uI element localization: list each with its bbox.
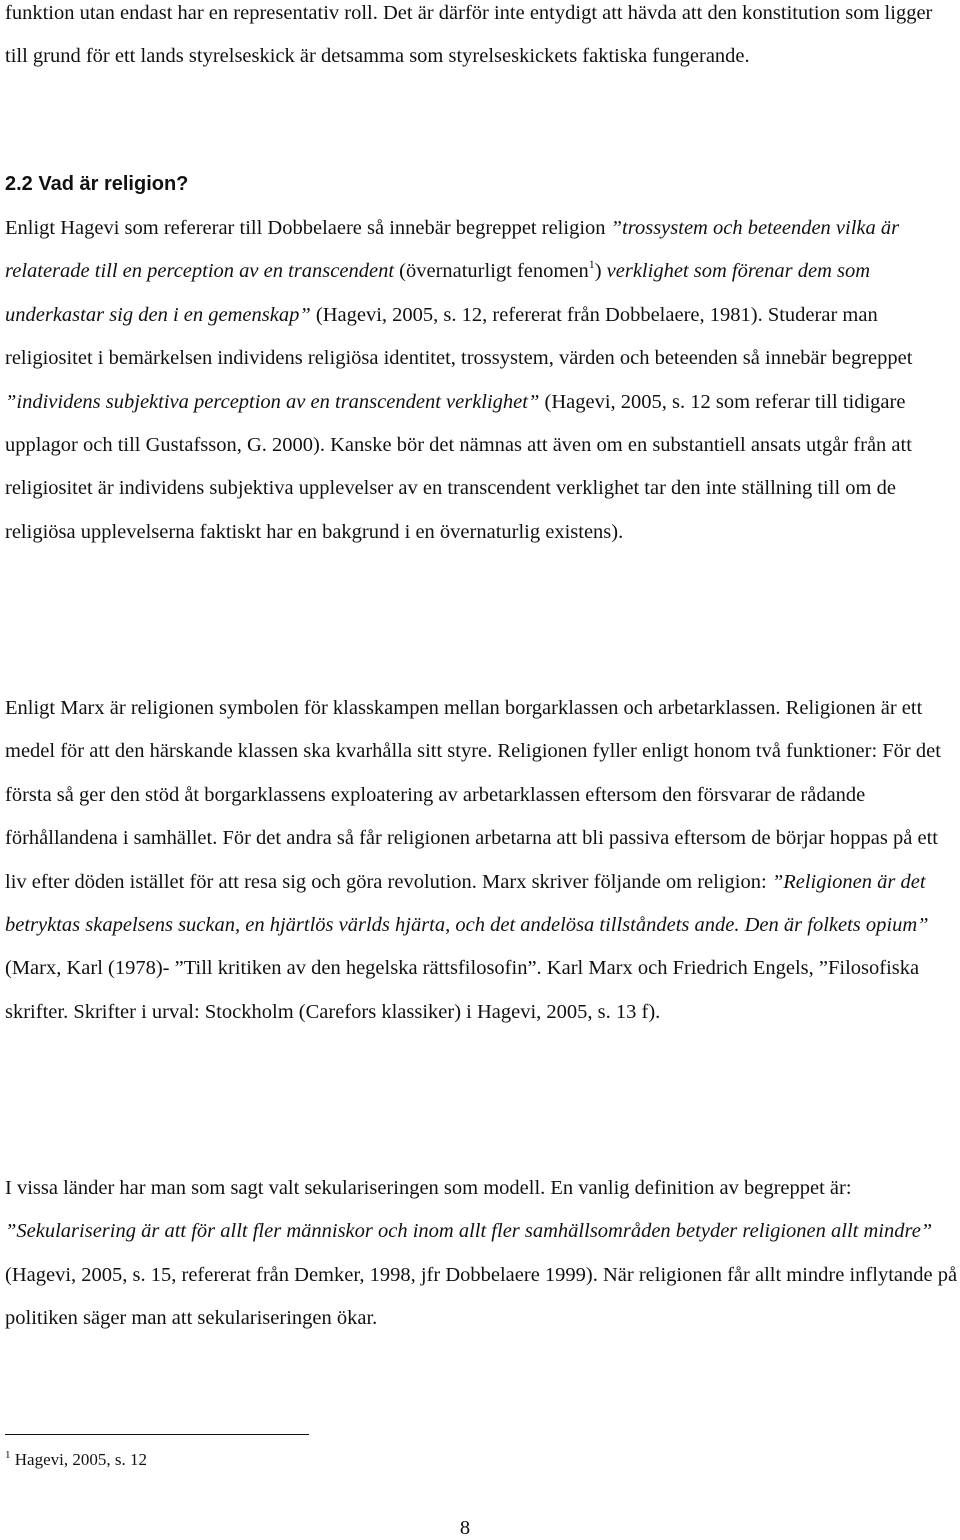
religion-definition-paragraph <box>5 207 960 554</box>
paragraph-text: (Hagevi, 2005, s. 12 som referar till tidigare upplagor och till Gustafsson, G. 2000). Kanske bör det nämnas att även om en substantiell ansats utgår från att religiositet är individens subjektiva upplevelser av en transcendent verklighet tar den inte ställning till om de religiösa upplevelserna faktiskt har en bakgrund i en övernaturlig existens). <box>5 390 912 543</box>
secularization-paragraph <box>5 1167 960 1341</box>
intro-paragraph-text: funktion utan endast har en representativ roll. Det är därför inte entydigt att hävda att den konstitution som ligger till grund för ett lands styrelseskick är detsamma som styrelseskickets faktiska fungerande. <box>5 2 933 68</box>
page-number: 8 <box>459 1517 471 1539</box>
paragraph-text: Enligt Marx är religionen symbolen för klasskampen mellan borgarklassen och arbetarklassen. Religionen är ett medel för att den härskande klassen ska kvarhålla sitt styre. Religionen fyller enligt honom två funktioner: För det första så ger den stöd åt borgarklassens exploatering av arbetarklassen eftersom den försvarar de rådande förhållandena i samhället. För det andra så får religionen arbetarna att bli passiva eftersom de börjar hoppas på ett liv efter döden istället för att resa sig och göra revolution. Marx skriver följande om religion: <box>5 697 941 893</box>
paragraph-text: (övernaturligt fenomen <box>394 260 589 283</box>
section-heading: 2.2 Vad är religion? <box>5 173 189 195</box>
paragraph-text: Enligt Hagevi som refererar till Dobbelaere så innebär begreppet religion <box>5 217 611 239</box>
footnote <box>5 1448 147 1472</box>
quotation-italic: ”trossystem och beteenden vilka är relaterade till en perception av en transcendent <box>5 217 900 283</box>
footnote-divider <box>5 1434 309 1435</box>
footnote-marker: 1 <box>5 1449 11 1461</box>
paragraph-text: (Hagevi, 2005, s. 15, refererat från Demker, 1998, jfr Dobbelaere 1999). När religionen får allt mindre inflytande på politiken säger man att sekulariseringen ökar. <box>5 1263 958 1330</box>
document-page <box>5 0 960 1539</box>
quotation-italic: ”individens subjektiva perception av en transcendent verklighet” <box>5 390 540 413</box>
quotation-italic: ”Religionen är det betryktas skapelsens suckan, en hjärtlös världs hjärta, och det andelösa tillståndets ande. Den är folkets opium” <box>5 870 929 937</box>
intro-paragraph <box>5 0 960 79</box>
paragraph-text: (Hagevi, 2005, s. 12, refererat från Dobbelaere, 1981). Studerar man religiositet i bemärkelsen individens religiösa identitet, trossystem, värden och beteenden så innebär begreppet <box>5 303 913 370</box>
quotation-italic: verklighet som förenar dem som underkastar sig den i en gemenskap” <box>5 260 871 326</box>
marx-paragraph <box>5 687 960 1034</box>
quotation-italic: ”Sekularisering är att för allt fler människor och inom allt fler samhällsområden betyder religionen allt mindre” <box>5 1220 933 1243</box>
footnote-text: Hagevi, 2005, s. 12 <box>10 1450 147 1469</box>
footnote-reference: 1 <box>588 257 595 272</box>
paragraph-text: (Marx, Karl (1978)- ”Till kritiken av den hegelska rättsfilosofin”. Karl Marx och Friedrich Engels, ”Filosofiska skrifter. Skrifter i urval: Stockholm (Carefors klassiker) i Hagevi, 2005, s. 13 f). <box>5 957 920 1023</box>
paragraph-text: I vissa länder har man som sagt valt sekulariseringen som modell. En vanlig definition av begreppet är: <box>5 1177 852 1199</box>
paragraph-text: ) <box>594 260 607 283</box>
